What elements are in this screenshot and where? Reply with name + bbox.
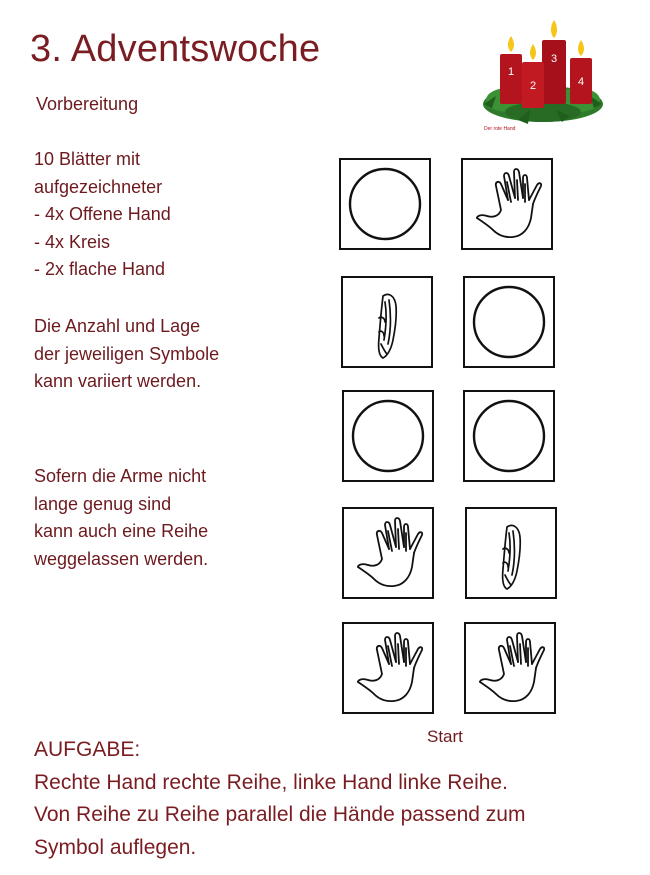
materials-list [34,146,171,284]
variation-line: der jeweiligen Symbole [34,343,220,364]
note-line: kann auch eine Reihe [34,521,209,541]
circle-icon [465,392,553,480]
circle-icon [465,278,553,366]
logo-caption: Der rote Hand [484,126,516,132]
flat-hand-icon [467,509,555,597]
circle-icon [341,160,429,248]
note-line: Sofern die Arme nicht [34,466,207,486]
task-section [34,734,525,864]
open-hand-icon [344,624,432,712]
variation-line: Die Anzahl und Lage [34,316,201,336]
candle-number-4: 4 [577,76,585,88]
symbol-card-flat-hand [465,507,557,599]
advent-wreath-logo [478,12,608,134]
candle-number-1: 1 [507,66,515,78]
note-line: lange genug sind [34,493,172,514]
arm-length-note [34,463,208,573]
symbol-card-circle [342,390,434,482]
task-line: Rechte Hand rechte Reihe, linke Hand linke Reihe. [34,770,508,794]
materials-line: - 4x Offene Hand [34,204,171,224]
open-hand-icon [463,160,551,248]
symbol-card-open-hand [464,622,556,714]
symbol-card-flat-hand [341,276,433,368]
variation-note [34,313,219,396]
flat-hand-icon [343,278,431,366]
candle-number-3: 3 [550,53,558,65]
page-title: 3. Adventswoche [30,28,321,70]
circle-icon [344,392,432,480]
symbol-card-circle [463,276,555,368]
open-hand-icon [466,624,554,712]
materials-line: - 2x flache Hand [34,259,166,279]
materials-line: - 4x Kreis [34,231,111,252]
task-line: Symbol auflegen. [34,835,197,859]
task-heading: AUFGABE: [34,738,141,761]
symbol-card-open-hand [342,507,434,599]
task-line: Von Reihe zu Reihe parallel die Hände passend zum [34,803,526,826]
variation-line: kann variiert werden. [34,371,202,391]
symbol-card-open-hand [461,158,553,250]
symbol-card-circle [339,158,431,250]
note-line: weggelassen werden. [34,548,209,569]
open-hand-icon [344,509,432,597]
candle-4 [570,40,592,104]
candle-2 [522,44,544,108]
symbol-card-open-hand [342,622,434,714]
start-label: Start [427,727,463,746]
candle-number-2: 2 [529,80,537,92]
preparation-heading: Vorbereitung [36,94,139,114]
symbol-card-circle [463,390,555,482]
materials-line: aufgezeichneter [34,176,163,197]
materials-line: 10 Blätter mit [34,149,141,169]
